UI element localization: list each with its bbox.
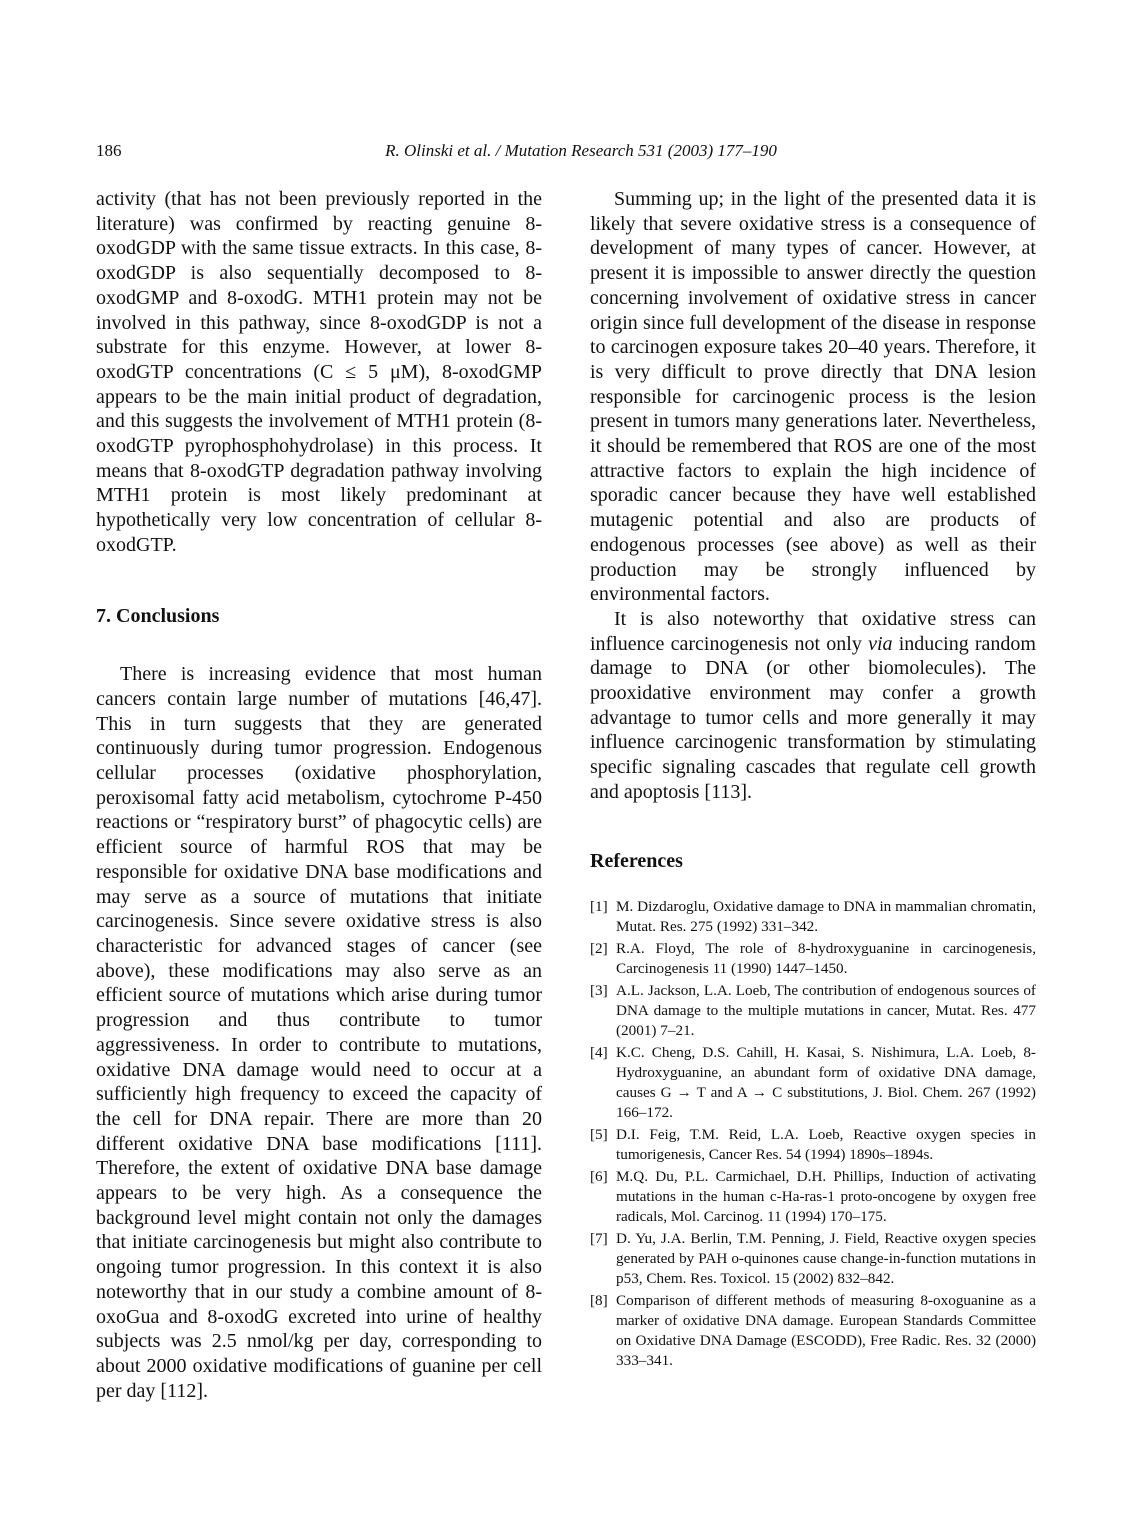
reference-text: Comparison of different methods of measuring 8-oxoguanine as a marker of oxidative DNA damage. European Standards Committee on Oxidative DNA Damage (ESCODD), Free Radic. Res. 32 (2000) 333–341.: [616, 1292, 1036, 1370]
reference-number: [3]: [590, 982, 608, 1000]
reference-item: [590, 1167, 1036, 1227]
reference-item: [590, 1291, 1036, 1371]
section-heading-conclusions: 7. Conclusions: [96, 604, 220, 627]
reference-text: A.L. Jackson, L.A. Loeb, The contribution of endogenous sources of DNA damage to the multiple mutations in cancer, Mutat. Res. 477 (2001) 7–21.: [616, 982, 1036, 1040]
reference-item: [590, 1229, 1036, 1289]
reference-number: [7]: [590, 1230, 608, 1248]
reference-item: [590, 939, 1036, 979]
noteworthy-via: via: [868, 632, 893, 655]
reference-text: M. Dizdaroglu, Oxidative damage to DNA in mammalian chromatin, Mutat. Res. 275 (1992) 331–342.: [616, 898, 1036, 936]
paragraph-continued: activity (that has not been previously reported in the literature) was confirmed by reacting genuine 8-oxodGDP with the same tissue extracts. In this case, 8-oxodGDP is also sequentially decomposed to 8-oxodGMP and 8-oxodG. MTH1 protein may not be involved in this pathway, since 8-oxodGDP is not a substrate for this enzyme. However, at lower 8-oxodGTP concentrations (C ≤ 5 μM), 8-oxodGMP appears to be the main initial product of degradation, and this suggests the involvement of MTH1 protein (8-oxodGTP pyrophosphohydrolase) in this process. It means that 8-oxodGTP degradation pathway involving MTH1 protein is most likely predominant at hypothetically very low concentration of cellular 8-oxodGTP.: [96, 188, 542, 556]
reference-text: D. Yu, J.A. Berlin, T.M. Penning, J. Field, Reactive oxygen species generated by PAH o-quinones cause change-in-function mutations in p53, Chem. Res. Toxicol. 15 (2002) 832–842.: [616, 1230, 1036, 1288]
reference-number: [1]: [590, 898, 608, 916]
page-header: [96, 141, 1036, 167]
left-column: [96, 187, 542, 1403]
reference-number: [4]: [590, 1044, 608, 1062]
reference-item: [590, 897, 1036, 937]
reference-item: [590, 1043, 1036, 1123]
reference-text: K.C. Cheng, D.S. Cahill, H. Kasai, S. Nishimura, L.A. Loeb, 8-Hydroxyguanine, an abundant form of oxidative DNA damage, causes G → T and A → C substitutions, J. Biol. Chem. 267 (1992) 166–172.: [616, 1044, 1036, 1122]
noteworthy-text-2: inducing random damage to DNA (or other biomolecules). The prooxidative environment may confer a growth advantage to tumor cells and more generally it may influence carcinogenic transformation by stimulating specific signaling cascades that regulate cell growth and apoptosis [113].: [590, 632, 1036, 803]
reference-item: [590, 1125, 1036, 1165]
reference-text: D.I. Feig, T.M. Reid, L.A. Loeb, Reactive oxygen species in tumorigenesis, Cancer Res. 54 (1994) 1890s–1894s.: [616, 1126, 1036, 1164]
right-column: [590, 187, 1036, 1373]
reference-text: M.Q. Du, P.L. Carmichael, D.H. Phillips, Induction of activating mutations in the human c-Ha-ras-1 proto-oncogene by oxygen free radicals, Mol. Carcinog. 11 (1994) 170–175.: [616, 1168, 1036, 1226]
paragraph-summing-up: Summing up; in the light of the presented data it is likely that severe oxidative stress is a consequence of development of many types of cancer. However, at present it is impossible to answer directly the question concerning involvement of oxidative stress in cancer origin since full development of the disease in response to carcinogen exposure takes 20–40 years. Therefore, it is very difficult to prove directly that DNA lesion responsible for carcinogenic process is the lesion present in tumors many generations later. Nevertheless, it should be remembered that ROS are one of the most attractive factors to explain the high incidence of sporadic cancer because they have well established mutagenic potential and also are products of endogenous processes (see above) as well as their production may be strongly influenced by environmental factors.: [590, 188, 1036, 606]
reference-number: [2]: [590, 940, 608, 958]
reference-number: [5]: [590, 1126, 608, 1144]
references-list: [590, 897, 1036, 1371]
paragraph-conclusions: There is increasing evidence that most human cancers contain large number of mutations [46,47]. This in turn suggests that they are generated continuously during tumor progression. Endogenous cellular processes (oxidative phosphorylation, peroxisomal fatty acid metabolism, cytochrome P-450 reactions or “respiratory burst” of phagocytic cells) are efficient source of harmful ROS that may be responsible for oxidative DNA base modifications and may serve as a source of mutations that initiate carcinogenesis. Since severe oxidative stress is also characteristic for advanced stages of cancer (see above), these modifications may also serve as an efficient source of mutations which arise during tumor progression and thus contribute to tumor aggressiveness. In order to contribute to mutations, oxidative DNA damage would need to occur at a sufficiently high frequency to exceed the capacity of the cell for DNA repair. There are more than 20 different oxidative DNA base modifications [111]. Therefore, the extent of oxidative DNA base damage appears to be very high. As a consequence the background level might contain not only the damages that initiate carcinogenesis but might also contribute to ongoing tumor progression. In this context it is also noteworthy that in our study a combine amount of 8-oxoGua and 8-oxodG excreted into urine of healthy subjects was 2.5 nmol/kg per day, corresponding to about 2000 oxidative modifications of guanine per cell per day [112].: [96, 663, 542, 1402]
reference-item: [590, 981, 1036, 1041]
reference-number: [6]: [590, 1168, 608, 1186]
reference-number: [8]: [590, 1292, 608, 1310]
noteworthy-text-1: It is also noteworthy that oxidative stress can influence carcinogenesis not only: [590, 607, 1036, 655]
paragraph-noteworthy: [590, 607, 1036, 805]
reference-text: R.A. Floyd, The role of 8-hydroxyguanine in carcinogenesis, Carcinogenesis 11 (1990) 1447–1450.: [616, 940, 1036, 978]
references-heading: References: [590, 849, 683, 872]
running-head: R. Olinski et al. / Mutation Research 531 (2003) 177–190: [385, 141, 777, 160]
page-number: 186: [96, 141, 122, 160]
